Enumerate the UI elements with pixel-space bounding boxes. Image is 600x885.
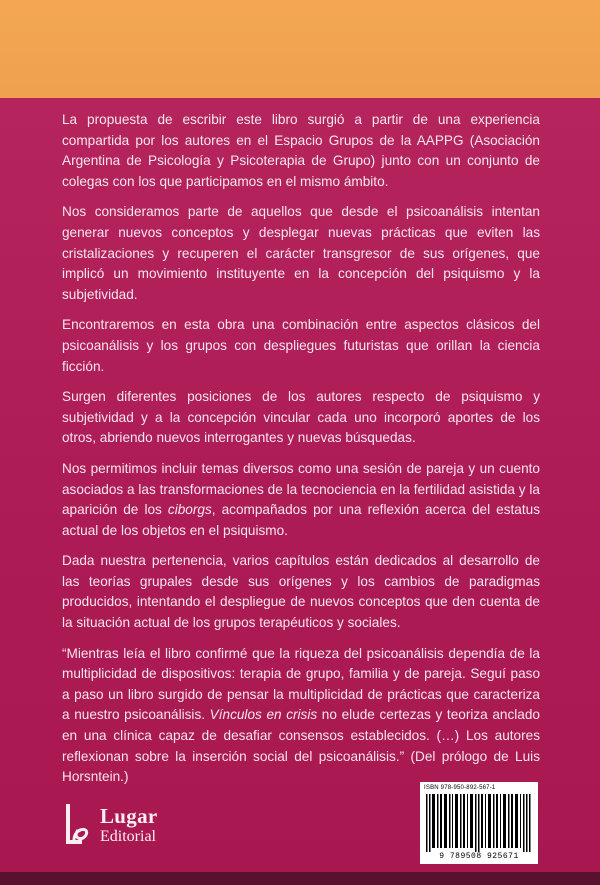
publisher-subname: Editorial [100,827,156,845]
quote-text-a: “Mientras leía el libro confirmé que la riqueza del psicoanálisis dependía de la multiplicidad de dispositivos: terapia de grupo, familia y de pareja. Seguí paso a paso un libro surgido de pensar la multiplicidad de prácticas que caracteriza a nuestro psicoanálisis. [62,645,540,723]
barcode-bars [426,794,532,852]
publisher-mark-icon [60,802,94,848]
isbn-barcode [420,782,538,864]
paragraph-5 [62,459,540,541]
paragraph-5-text-b: , acompañados por una reflexión acerca del estatus actual de los objetos en el psiquismo. [62,502,540,538]
isbn-text: ISBN 978-950-892-567-1 [424,785,496,791]
barcode-digits: 9 789508 925671 [439,852,519,861]
publisher-name: Lugar [100,803,158,828]
paragraph-3: Encontraremos en esta obra una combinación entre aspectos clásicos del psicoanálisis y los grupos con despliegues futuristas que orillan la ciencia ficción. [62,317,540,374]
top-color-band [0,0,600,98]
quote-italic-title: Vínculos en crisis [209,707,318,723]
blurb-text [62,110,540,798]
bottom-edge-shadow [0,872,600,885]
paragraph-2: Nos consideramos parte de aquellos que desde el psicoanálisis intentan generar nuevos conceptos y desplegar nuevas prácticas que eviten las cristalizaciones y recuperen el carácter transgresor de sus orígenes, que implicó un movimiento instituyente en la concepción del psiquismo y la subjetividad. [62,204,540,302]
paragraph-4: Surgen diferentes posiciones de los autores respecto de psiquismo y subjetividad y a la concepción vincular cada uno incorporó aportes de los otros, abriendo nuevos interrogantes y nuevas búsquedas. [62,389,540,446]
quote-text-b: no elude certezas y teoriza anclado en una clínica capaz de desafiar consensos establecidos. (…) Los autores reflexionan sobre la inserción social del psicoanálisis.” (Del prólogo de Luis Horsntein.) [62,707,540,785]
publisher-logo [60,800,170,850]
paragraph-5-italic: ciborgs [167,502,212,518]
paragraph-5-text-a: Nos permitimos incluir temas diversos como una sesión de pareja y un cuento asociados a las transformaciones de la tecnociencia en la fertilidad asistida y la aparición de los [62,460,540,518]
paragraph-1: La propuesta de escribir este libro surgió a partir de una experiencia compartida por los autores en el Espacio Grupos de la AAPPG (Asociación Argentina de Psicología y Psicoterapia de Grupo) junto con un conjunto de colegas con los que participamos en el mismo ámbito. [62,112,540,189]
paragraph-6: Dada nuestra pertenencia, varios capítulos están dedicados al desarrollo de las teorías grupales desde sus orígenes y los cambios de paradigmas producidos, intentando el despliegue de nuevos conceptos que den cuenta de la situación actual de los grupos terapéuticos y sociales. [62,553,540,631]
paragraph-7-quote [62,644,540,788]
